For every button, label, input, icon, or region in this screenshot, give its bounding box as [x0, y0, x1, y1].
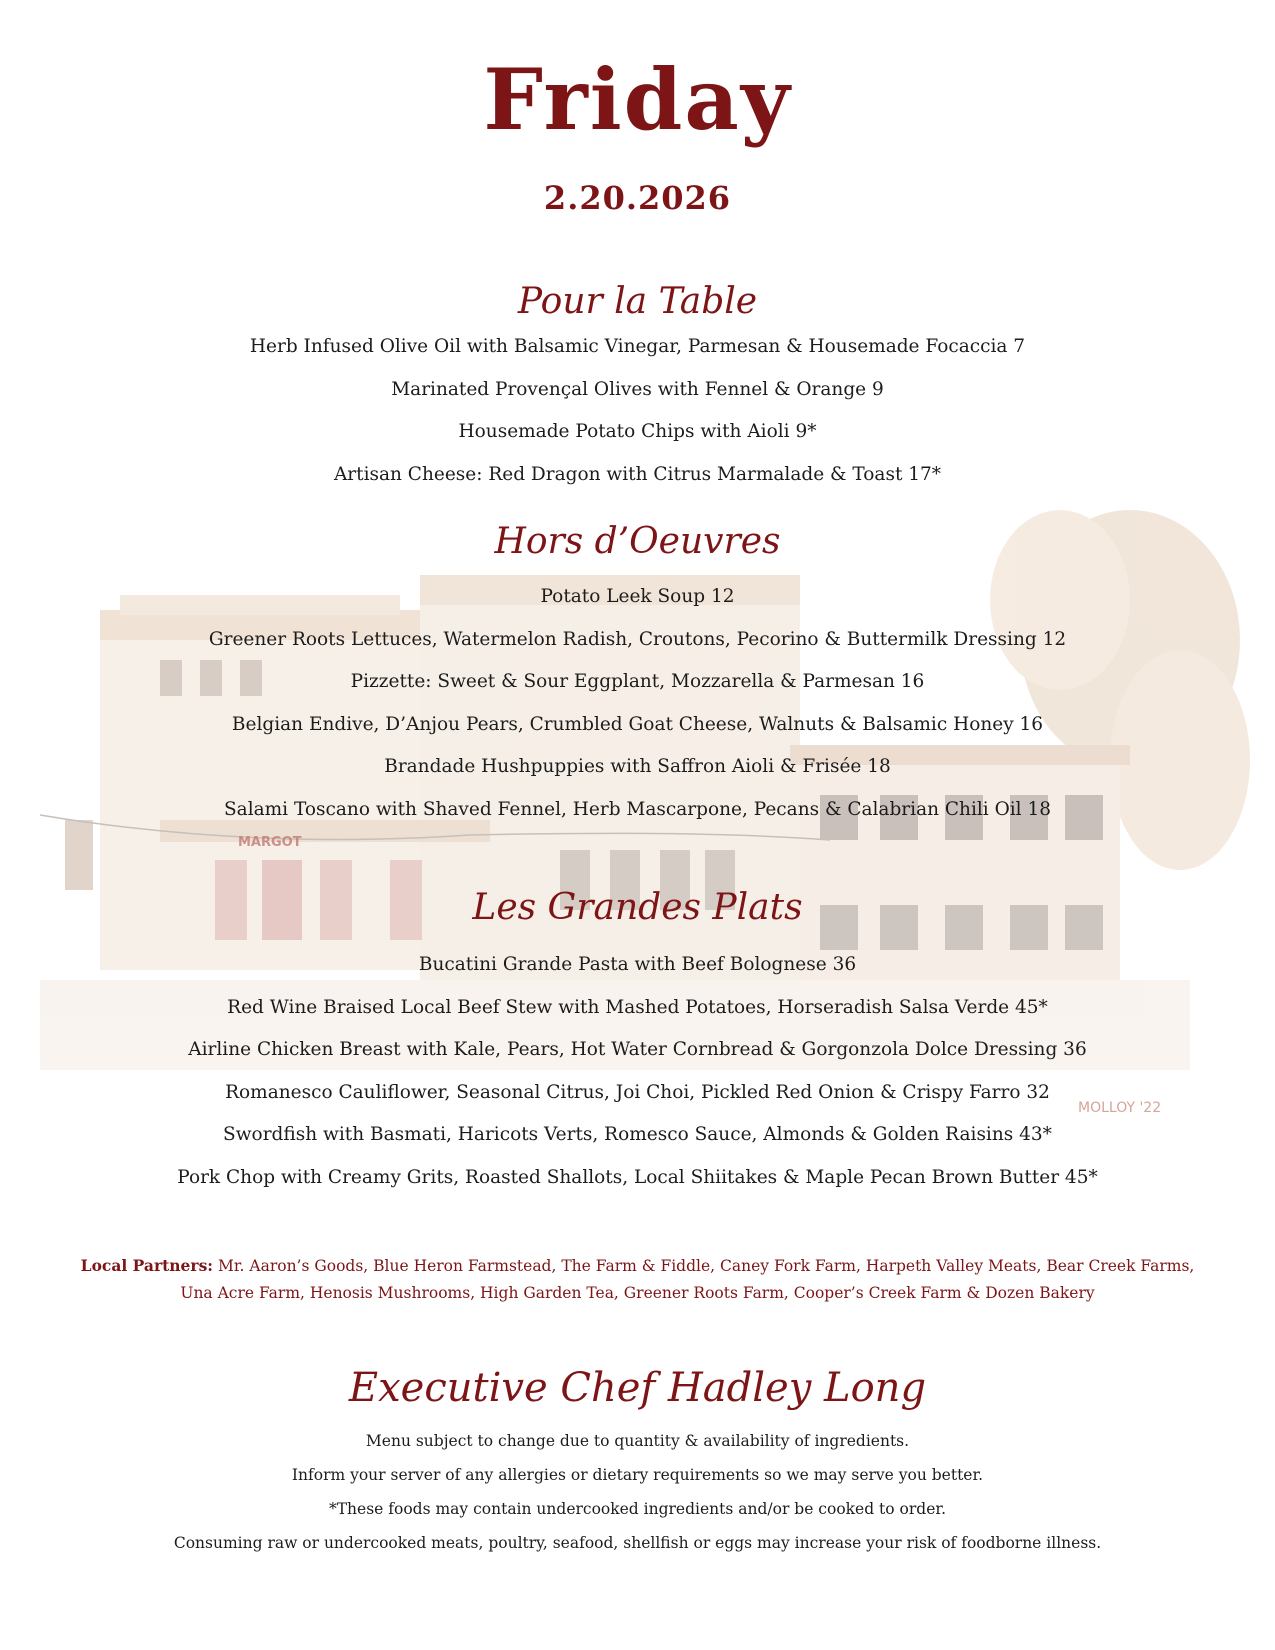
section-title-les-grandes-plats: Les Grandes Plats: [472, 887, 803, 928]
menu-item: Bucatini Grande Pasta with Beef Bolognese 36: [418, 954, 857, 975]
section-title-pour-la-table: Pour la Table: [517, 281, 758, 322]
menu-item: Swordfish with Basmati, Haricots Verts, Romesco Sauce, Almonds & Golden Raisins 43*: [223, 1124, 1052, 1145]
menu-note: Menu subject to change due to quantity & availability of ingredients.: [365, 1432, 910, 1450]
menu-note: Consuming raw or undercooked meats, poultry, seafood, shellfish or eggs may increase your risk of foodborne illness.: [173, 1534, 1102, 1552]
menu-item: Pizzette: Sweet & Sour Eggplant, Mozzarella & Parmesan 16: [350, 671, 925, 692]
menu-day-title: Friday: [483, 50, 792, 149]
illustration-sign-text: MARGOT: [238, 835, 302, 850]
menu-item: Brandade Hushpuppies with Saffron Aioli & Frisée 18: [384, 756, 891, 777]
menu-item: Romanesco Cauliflower, Seasonal Citrus, Joi Choi, Pickled Red Onion & Crispy Farro 32: [225, 1081, 1050, 1103]
section-items-pour-la-table: [0, 326, 1275, 496]
menu-item: Airline Chicken Breast with Kale, Pears, Hot Water Cornbread & Gorgonzola Dolce Dressing 36: [188, 1039, 1087, 1060]
menu-notes: [0, 1424, 1275, 1560]
menu-date: 2.20.2026: [543, 179, 732, 217]
section-items-hors-doeuvres: [0, 576, 1275, 831]
menu-item: Potato Leek Soup 12: [540, 586, 735, 607]
menu-item: Artisan Cheese: Red Dragon with Citrus Marmalade & Toast 17*: [333, 463, 942, 485]
menu-item: Pork Chop with Creamy Grits, Roasted Shallots, Local Shiitakes & Maple Pecan Brown Butter 45*: [177, 1166, 1098, 1188]
menu-item: Salami Toscano with Shaved Fennel, Herb Mascarpone, Pecans & Calabrian Chili Oil 18: [223, 798, 1052, 820]
executive-chef: Executive Chef Hadley Long: [348, 1365, 927, 1411]
local-partners-line-1: [20, 1252, 1255, 1280]
local-partners-label: Local Partners:: [80, 1256, 214, 1275]
menu-item: Greener Roots Lettuces, Watermelon Radish, Croutons, Pecorino & Buttermilk Dressing 12: [208, 628, 1067, 650]
local-partners-list-1: Mr. Aaron’s Goods, Blue Heron Farmstead, The Farm & Fiddle, Caney Fork Farm, Harpeth Valley Meats, Bear Creek Farms,: [217, 1257, 1195, 1275]
illustration-signature: MOLLOY '22: [1078, 1100, 1162, 1116]
section-items-les-grandes-plats: [0, 944, 1275, 1199]
section-title-hors-doeuvres: Hors d’Oeuvres: [494, 521, 781, 562]
menu-note: *These foods may contain undercooked ingredients and/or be cooked to order.: [328, 1500, 947, 1518]
local-partners: [20, 1252, 1255, 1307]
menu-item: Housemade Potato Chips with Aioli 9*: [458, 421, 817, 442]
menu-item: Herb Infused Olive Oil with Balsamic Vinegar, Parmesan & Housemade Focaccia 7: [249, 336, 1026, 357]
menu-item: Marinated Provençal Olives with Fennel & Orange 9: [391, 378, 884, 400]
local-partners-list-2: Una Acre Farm, Henosis Mushrooms, High Garden Tea, Greener Roots Farm, Cooper’s Creek Farm & Dozen Bakery: [180, 1284, 1095, 1302]
menu-note: Inform your server of any allergies or dietary requirements so we may serve you better.: [291, 1466, 984, 1484]
menu-item: Belgian Endive, D’Anjou Pears, Crumbled Goat Cheese, Walnuts & Balsamic Honey 16: [231, 713, 1044, 735]
menu-item: Red Wine Braised Local Beef Stew with Mashed Potatoes, Horseradish Salsa Verde 45*: [227, 996, 1048, 1018]
